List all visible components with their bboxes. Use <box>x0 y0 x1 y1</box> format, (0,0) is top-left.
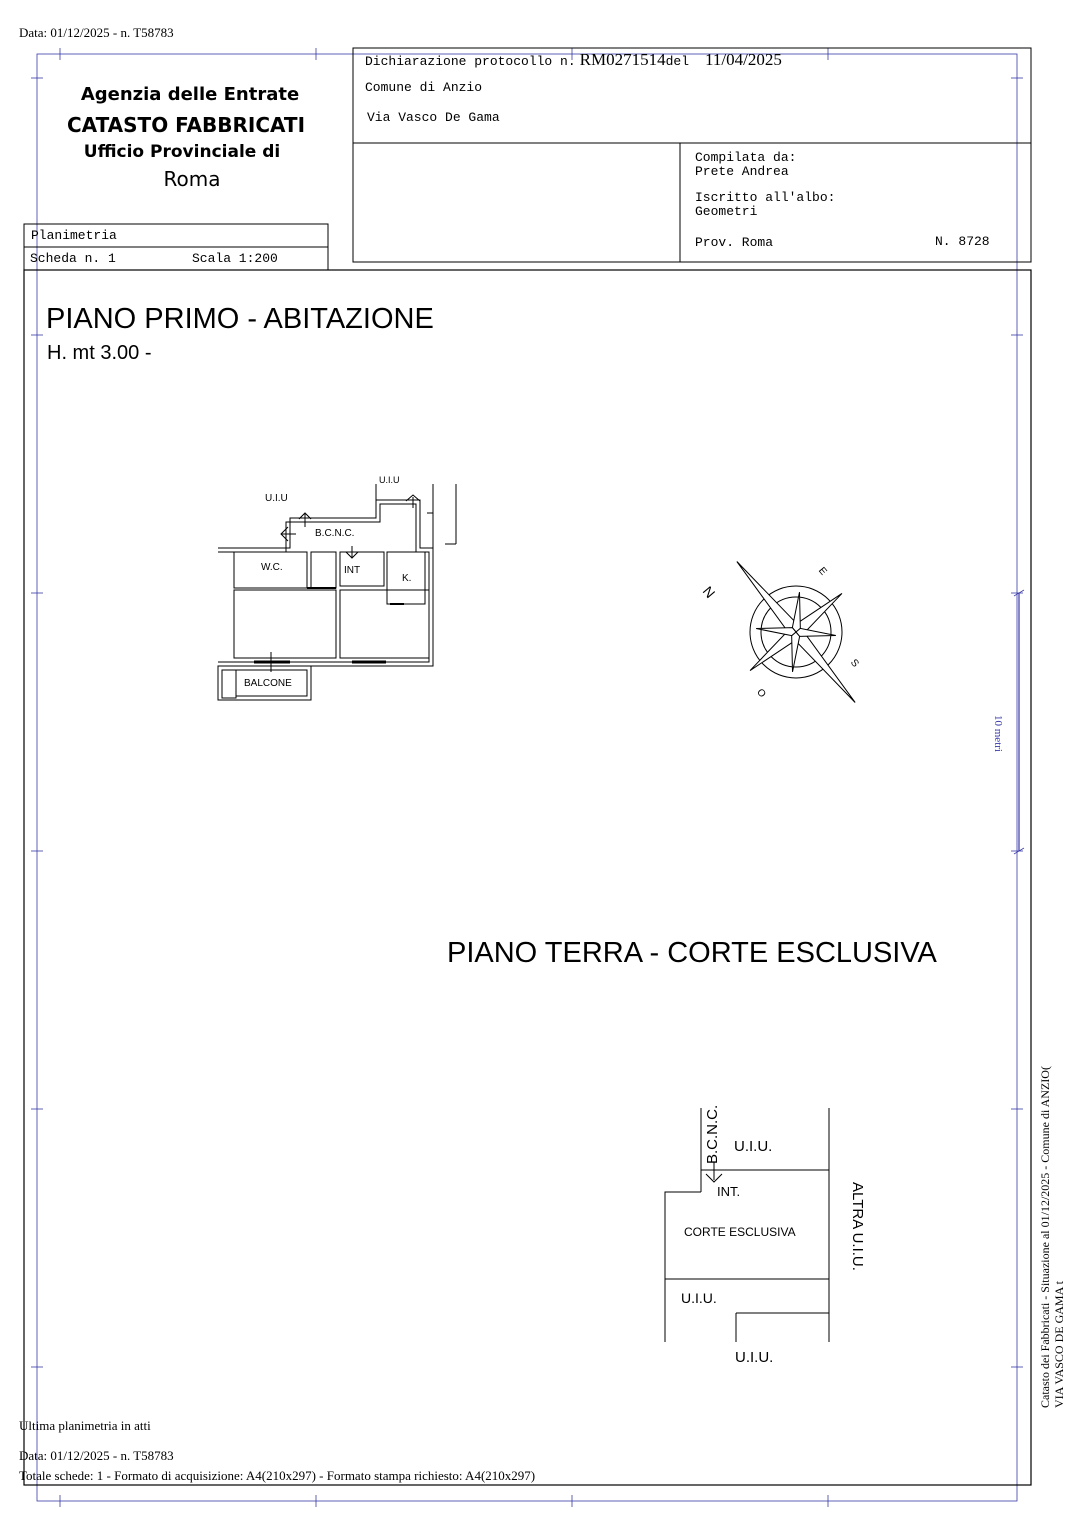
province: Prov. Roma <box>695 235 774 250</box>
compiled-by-name: Prete Andrea <box>695 164 789 179</box>
ground-label-corte: CORTE ESCLUSIVA <box>684 1225 796 1239</box>
protocol-del: del <box>665 54 690 69</box>
protocol-date: 11/04/2025 <box>705 50 782 69</box>
compass-west: O <box>754 686 768 701</box>
ground-label-bcnc: B.C.N.C. <box>704 1104 721 1164</box>
ground-label-uiu-top: U.I.U. <box>734 1138 773 1155</box>
label-int: INT <box>344 565 361 576</box>
office-label: Ufficio Provinciale di <box>83 142 281 162</box>
label-wc: W.C. <box>261 562 283 573</box>
scale-bar-label: 10 metri <box>992 715 1004 752</box>
label-kitchen: K. <box>402 573 412 584</box>
ground-label-uiu-bottom: U.I.U. <box>735 1349 774 1366</box>
compiled-by-label: Compilata da: <box>695 150 797 165</box>
address: Via Vasco De Gama <box>367 110 500 125</box>
albo-label: Iscritto all'albo: <box>695 190 836 205</box>
registration-number: N. 8728 <box>935 234 990 249</box>
footer-totals: Totale schede: 1 - Formato di acquisizione: A4(210x297) - Formato stampa richiesto: A4(210x297) <box>19 1468 536 1483</box>
side-text-line2: VIA VASCO DE GAMA t <box>1052 1281 1066 1408</box>
first-floor-height: H. mt 3.00 - <box>47 342 152 364</box>
label-balcone: BALCONE <box>244 678 292 689</box>
comune: Comune di Anzio <box>365 80 483 95</box>
document-date-line: Data: 01/12/2025 - n. T58783 <box>19 25 174 40</box>
catasto-title: CATASTO FABBRICATI <box>66 113 306 137</box>
label-uiu-left: U.I.U <box>265 493 288 504</box>
scala-label: Scala 1:200 <box>192 251 278 266</box>
footer-date: Data: 01/12/2025 - n. T58783 <box>19 1448 174 1463</box>
protocol-number: RM0271514 <box>579 50 666 69</box>
label-bcnc: B.C.N.C. <box>315 528 355 539</box>
label-uiu-top: U.I.U <box>379 475 400 485</box>
planimetria-label: Planimetria <box>31 228 117 243</box>
side-text-line1: Catasto dei Fabbricati - Situazione al 01/12/2025 - Comune di ANZIO( <box>1038 1066 1052 1408</box>
protocol-label: Dichiarazione protocollo n. <box>365 54 576 69</box>
footer-last-plan: Ultima planimetria in atti <box>19 1418 151 1433</box>
agency-name: Agenzia delle Entrate <box>80 84 300 105</box>
protocol-line <box>365 50 782 70</box>
ground-label-uiu-left: U.I.U. <box>681 1290 717 1306</box>
first-floor-title: PIANO PRIMO - ABITAZIONE <box>46 303 434 335</box>
albo-value: Geometri <box>695 204 758 219</box>
compass-east: E <box>815 565 829 578</box>
compass-south: S <box>847 657 861 670</box>
ground-label-altra: ALTRA U.I.U. <box>849 1182 866 1271</box>
ground-floor-title: PIANO TERRA - CORTE ESCLUSIVA <box>447 937 937 969</box>
compass-north: N <box>699 582 719 602</box>
office-city: Roma <box>163 167 221 191</box>
scheda-label: Scheda n. 1 <box>30 251 116 266</box>
ground-label-int: INT. <box>717 1184 741 1199</box>
